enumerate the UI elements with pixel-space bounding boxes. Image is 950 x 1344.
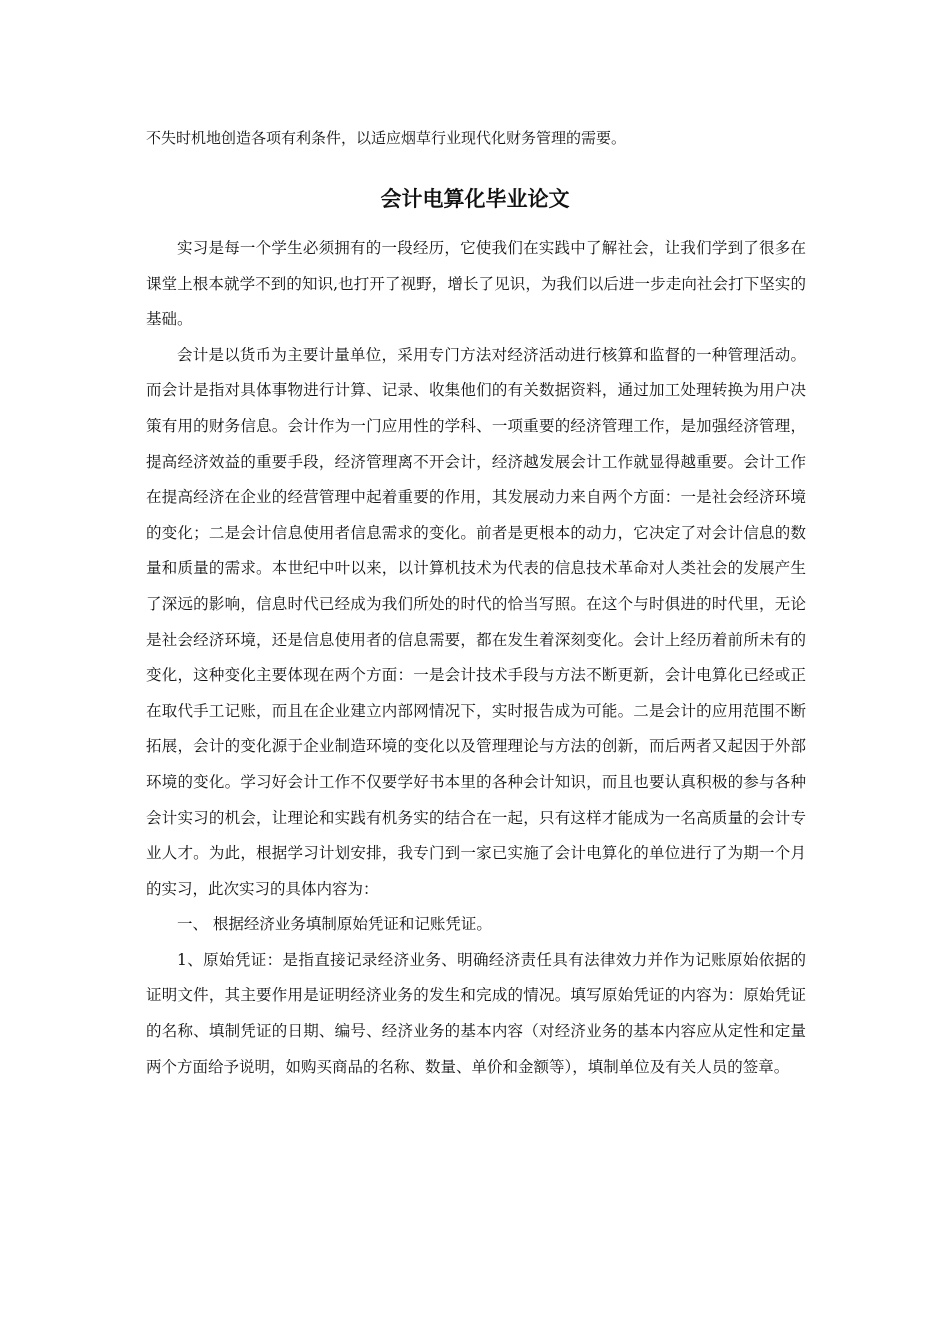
- document-body: [146, 231, 806, 1085]
- paragraph-intro: 实习是每一个学生必须拥有的一段经历，它使我们在实践中了解社会，让我们学到了很多在课堂上根本就学不到的知识,也打开了视野，增长了见识，为我们以后进一步走向社会打下坚实的基础。: [146, 239, 806, 329]
- paragraph-original-voucher: 1、原始凭证：是指直接记录经济业务、明确经济责任具有法律效力并作为记账原始依据的证明文件，其主要作用是证明经济业务的发生和完成的情况。填写原始凭证的内容为：原始凭证的名称、填制凭证的日期、编号、经济业务的基本内容（对经济业务的基本内容应从定性和定量两个方面给予说明，如购买商品的名称、数量、单价和金额等），填制单位及有关人员的签章。: [146, 950, 806, 1076]
- paragraph-accounting: 会计是以货币为主要计量单位，采用专门方法对经济活动进行核算和监督的一种管理活动。而会计是指对具体事物进行计算、记录、收集他们的有关数据资料，通过加工处理转换为用户决策有用的财务信息。会计作为一门应用性的学科、一项重要的经济管理工作，是加强经济管理，提高经济效益的重要手段，经济管理离不开会计，经济越发展会计工作就显得越重要。会计工作在提高经济在企业的经营管理中起着重要的作用，其发展动力来自两个方面：一是社会经济环境的变化；二是会计信息使用者信息需求的变化。前者是更根本的动力，它决定了对会计信息的数量和质量的需求。本世纪中叶以来，以计算机技术为代表的信息技术革命对人类社会的发展产生了深远的影响，信息时代已经成为我们所处的时代的恰当写照。在这个与时俱进的时代里，无论是社会经济环境，还是信息使用者的信息需要，都在发生着深刻变化。会计上经历着前所未有的变化，这种变化主要体现在两个方面：一是会计技术手段与方法不断更新，会计电算化已经或正在取代手工记账，而且在企业建立内部网情况下，实时报告成为可能。二是会计的应用范围不断拓展，会计的变化源于企业制造环境的变化以及管理理论与方法的创新，而后两者又起因于外部环境的变化。学习好会计工作不仅要学好书本里的各种会计知识，而且也要认真积极的参与各种会计实习的机会，让理论和实践有机务实的结合在一起，只有这样才能成为一名高质量的会计专业人才。为此，根据学习计划安排，我专门到一家已实施了会计电算化的单位进行了为期一个月的实习，此次实习的具体内容为：: [146, 345, 806, 898]
- carry-over-line: 不失时机地创造各项有利条件，以适应烟草行业现代化财务管理的需要。: [146, 129, 627, 147]
- paragraph-section-heading: 一、 根据经济业务填制原始凭证和记账凭证。: [177, 915, 492, 934]
- document-title: 会计电算化毕业论文: [380, 187, 570, 211]
